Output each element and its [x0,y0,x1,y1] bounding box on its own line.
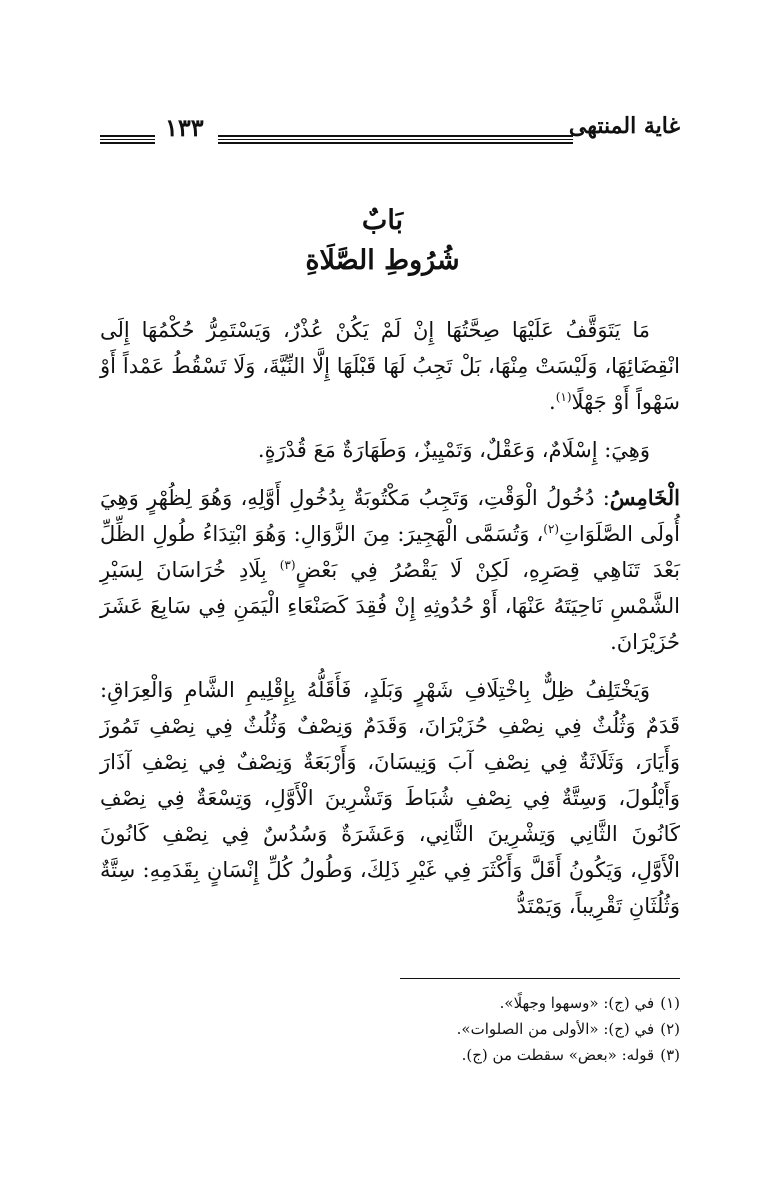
paragraph-text: : دُخُولُ الْوَقْتِ، وَتَجِبُ مَكْتُوبَةٌ بِدُخُولِ أَوَّلِهِ، وَهُوَ لِظُهْرٍ وَهِيَ أُولَى الصَّلَوَاتِ [100,486,680,546]
footnote [100,990,680,1016]
section-lead: الْخَامِسُ [609,485,680,510]
book-title: غاية المنتهى [568,113,680,139]
paragraph-text: ، وَتُسَمَّى الْهَجِيرَ: مِنَ الزَّوَالِ: وَهُوَ ابْتِدَاءُ طُولِ الظِّلِّ بَعْدَ تَنَاهِي قِصَرِهِ، لَكِنْ لَا يَقْصُرُ فِي بَعْضٍ [100,522,680,582]
paragraph-conditions [100,432,680,468]
footnote-text: قوله: «بعض» سقطت من (ج). [461,1046,655,1064]
chapter-label: بَابٌ [361,205,404,236]
paragraph-fifth-condition [100,480,680,660]
footnote [100,1042,680,1068]
footnote-ref: (٢) [543,522,560,536]
footnote-number: (١) [660,994,680,1012]
paragraph-text: بِلَادِ خُرَاسَانَ لِسَيْرِ الشَّمْسِ نَاحِيَتَهُ عَنْهَا، أَوْ حُدُوثِهِ إِنْ فُقِدَ كَصَنْعَاءِ الْيَمَنِ فِي سَابِعَ عَشَرَ حُزَيْرَانَ. [100,558,680,654]
page-header [100,113,680,153]
paragraph-text: مَا يَتَوَقَّفُ عَلَيْهَا صِحَّتُهَا إِنْ لَمْ يَكُنْ عُذْرٌ، وَيَسْتَمِرُّ حُكْمُهَا إِلَى انْقِضَائِهَا، وَلَيْسَتْ مِنْهَا، بَلْ تَجِبُ لَهَا قَبْلَهَا إِلَّا النِّيَّةَ، وَلَا تَسْقُطُ عَمْداً أَوْ سَهْواً أَوْ جَهْلًا [100,318,680,414]
paragraph-end: . [549,390,556,414]
paragraph-definition [100,312,680,420]
page-number: ١٣٣ [165,113,204,142]
footnote-ref: (١) [555,390,572,404]
footnote-number: (٢) [660,1020,680,1038]
header-rule-right [218,135,573,144]
paragraph-text: وَهِيَ: إِسْلَامٌ، وَعَقْلٌ، وَتَمْيِيزٌ، وَطَهَارَةٌ مَعَ قُدْرَةٍ. [257,438,650,462]
header-rule-left [100,135,155,144]
footnote-ref: (٣) [279,558,296,572]
paragraph-text: وَيَخْتَلِفُ ظِلٌّ بِاخْتِلَافِ شَهْرٍ وَبَلَدٍ، فَأَقَلُّهُ بِإِقْلِيمِ الشَّامِ وَالْعِرَاقِ: قَدَمٌ وَثُلُثٌ فِي نِصْفِ حُزَيْرَانَ، وَقَدَمٌ وَنِصْفٌ وَثُلُثٌ فِي نِصْفِ تَمُوزَ وَأَيَارَ، وَثَلَاثَةٌ فِي نِصْفِ آبَ وَنِيسَانَ، وَأَرْبَعَةٌ وَنِصْفٌ فِي نِصْفِ آذَارَ وَأَيْلُولَ، وَسِتَّةٌ فِي نِصْفِ شُبَاطَ وَتَشْرِينَ الْأَوَّلِ، وَتِسْعَةٌ فِي نِصْفِ كَانُونَ الثَّانِي وَتِشْرِينَ الثَّانِي، وَعَشَرَةٌ وَسُدُسٌ فِي نِصْفِ كَانُونَ الْأَوَّلِ، وَيَكُونُ أَقَلَّ وَأَكْثَرَ فِي غَيْرِ ذَلِكَ، وَطُولُ كُلِّ إِنْسَانٍ بِقَدَمِهِ: سِتَّةٌ وَثُلُثَانِ تَقْرِيباً، وَيَمْتَدُّ [100,678,680,918]
footnote-number: (٣) [660,1046,680,1064]
footnote-text: في (ج): «الأولى من الصلوات». [456,1020,655,1038]
paragraph-shadow [100,672,680,924]
footnote-text: في (ج): «وسهوا وجهلًا». [499,994,655,1012]
chapter-title: شُرُوطِ الصَّلَاةِ [305,245,460,276]
body-text [100,312,680,936]
footnotes [100,990,680,1068]
footnote [100,1016,680,1042]
footnote-separator [400,978,680,979]
